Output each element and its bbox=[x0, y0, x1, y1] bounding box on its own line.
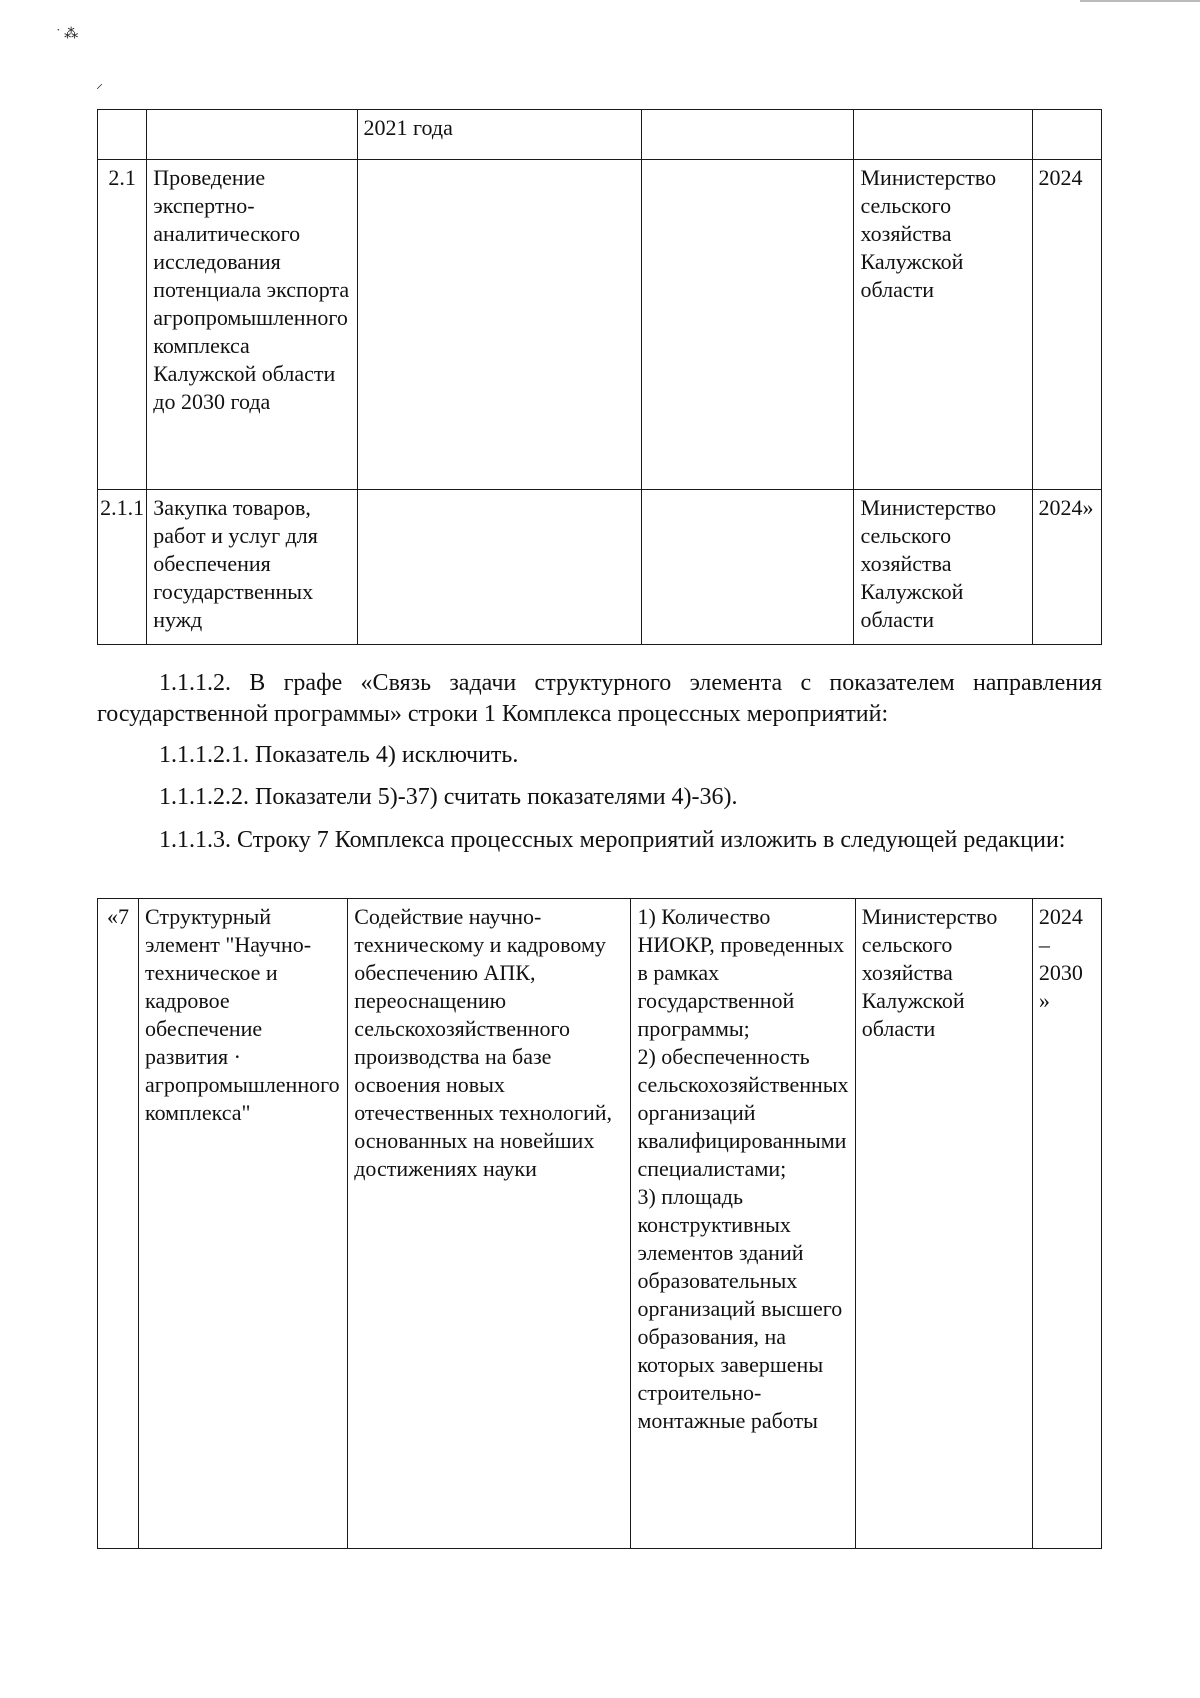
table-row bbox=[98, 490, 1102, 645]
cell-name: Проведение экспертно-аналитического исследования потенциала экспорта агропромышленного комплекса Калужской области до 2030 года bbox=[147, 160, 357, 490]
cell-task: 2021 года bbox=[357, 110, 642, 160]
cell-num bbox=[98, 110, 147, 160]
cell-name: Структурный элемент "Научно-техническое и кадровое обеспечение развития · агропромышленного комплекса" bbox=[139, 899, 348, 1549]
cell-responsible: Министерство сельского хозяйства Калужской области bbox=[855, 899, 1032, 1549]
cell-num: 2.1.1 bbox=[98, 490, 147, 645]
measures-table-continuation bbox=[97, 109, 1102, 645]
table-row bbox=[98, 110, 1102, 160]
cell-indicator: 1) Количество НИОКР, проведенных в рамках государственной программы; 2) обеспеченность сельскохозяйственных организаций квалифицированными специалистами; 3) площадь конструктивных элементов зданий образовательных организаций высшего образования, на которых завершены строительно-монтажные работы bbox=[631, 899, 855, 1549]
cell-name: Закупка товаров, работ и услуг для обеспечения государственных нужд bbox=[147, 490, 357, 645]
cell-task: Содействие научно-техническому и кадровому обеспечению АПК, переоснащению сельскохозяйственного производства на базе освоения новых отечественных технологий, основанных на новейших достижениях науки bbox=[348, 899, 631, 1549]
paragraph-1-1-1-2-2: 1.1.1.2.2. Показатели 5)-37) считать показателями 4)-36). bbox=[159, 784, 738, 810]
cell-responsible bbox=[854, 110, 1032, 160]
cell-indicator bbox=[642, 110, 854, 160]
cell-responsible: Министерство сельского хозяйства Калужской области bbox=[854, 490, 1032, 645]
cell-period: 2024» bbox=[1032, 490, 1101, 645]
cell-task bbox=[357, 160, 642, 490]
scan-artifact: ˙ ⁂ bbox=[56, 27, 79, 42]
table-row bbox=[98, 899, 1102, 1549]
cell-num: «7 bbox=[98, 899, 139, 1549]
paragraph-1-1-1-2-1: 1.1.1.2.1. Показатель 4) исключить. bbox=[159, 742, 519, 768]
scan-edge-line bbox=[1080, 0, 1200, 2]
cell-name bbox=[147, 110, 357, 160]
cell-period: 2024 bbox=[1032, 160, 1101, 490]
cell-num: 2.1 bbox=[98, 160, 147, 490]
paragraph-1-1-1-2: 1.1.1.2. В графе «Связь задачи структурного элемента с показателем направления государственной программы» строки 1 Комплекса процессных мероприятий: bbox=[97, 670, 1102, 727]
cell-indicator bbox=[642, 160, 854, 490]
cell-responsible: Министерство сельского хозяйства Калужской области bbox=[854, 160, 1032, 490]
scan-artifact: ⸝ bbox=[96, 77, 103, 92]
cell-period bbox=[1032, 110, 1101, 160]
table-row bbox=[98, 160, 1102, 490]
cell-period: 2024 – 2030 » bbox=[1032, 899, 1101, 1549]
cell-task bbox=[357, 490, 642, 645]
row-7-replacement-table bbox=[97, 898, 1102, 1549]
cell-indicator bbox=[642, 490, 854, 645]
paragraph-1-1-1-3: 1.1.1.3. Строку 7 Комплекса процессных мероприятий изложить в следующей редакции: bbox=[159, 827, 1066, 853]
